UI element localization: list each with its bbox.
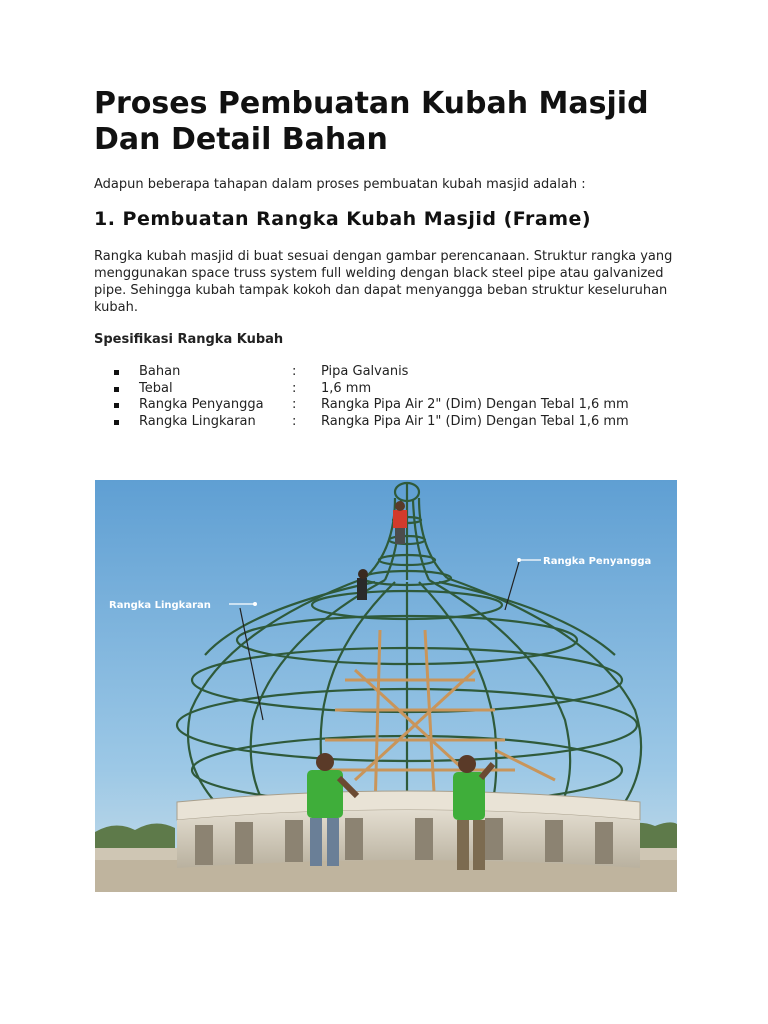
section-paragraph: Rangka kubah masjid di buat sesuai dengan gambar perencanaan. Struktur rangka yang menggunakan space truss system full welding dengan black steel pipe atau galvanized pipe. Sehingga kubah tampak kokoh dan dapat menyangga beban struktur keseluruhan kubah. xyxy=(94,249,673,315)
bullet-icon xyxy=(114,370,119,375)
spec-key: Rangka Lingkaran xyxy=(139,413,256,429)
label-rangka-lingkaran: Rangka Lingkaran xyxy=(109,600,211,611)
spec-value: 1,6 mm xyxy=(321,380,372,396)
spec-value: Pipa Galvanis xyxy=(321,364,409,379)
spec-separator: : xyxy=(292,413,297,429)
worker-middle xyxy=(357,569,368,600)
spec-value: Rangka Pipa Air 1" (Dim) Dengan Tebal 1,6 mm xyxy=(321,413,629,429)
dome-frame-illustration xyxy=(95,480,677,892)
section-heading: 1. Pembuatan Rangka Kubah Masjid (Frame) xyxy=(94,208,592,230)
label-rangka-penyangga: Rangka Penyangga xyxy=(543,556,652,567)
spec-key: Bahan xyxy=(139,364,181,379)
bullet-icon xyxy=(114,420,119,425)
spec-separator: : xyxy=(292,397,297,412)
spec-separator: : xyxy=(292,380,297,396)
bullet-icon xyxy=(114,387,119,392)
spec-value: Rangka Pipa Air 2" (Dim) Dengan Tebal 1,6 mm xyxy=(321,397,629,412)
bullet-icon xyxy=(114,403,119,408)
spec-heading: Spesifikasi Rangka Kubah xyxy=(94,332,284,347)
intro-text: Adapun beberapa tahapan dalam proses pembuatan kubah masjid adalah : xyxy=(94,177,586,192)
spec-key: Rangka Penyangga xyxy=(139,397,264,412)
page-title: Proses Pembuatan Kubah Masjid Dan Detail Bahan xyxy=(94,86,649,157)
spec-key: Tebal xyxy=(139,380,173,396)
spec-separator: : xyxy=(292,364,297,379)
concrete-base xyxy=(177,791,640,868)
dome-frame-photo xyxy=(95,480,677,892)
